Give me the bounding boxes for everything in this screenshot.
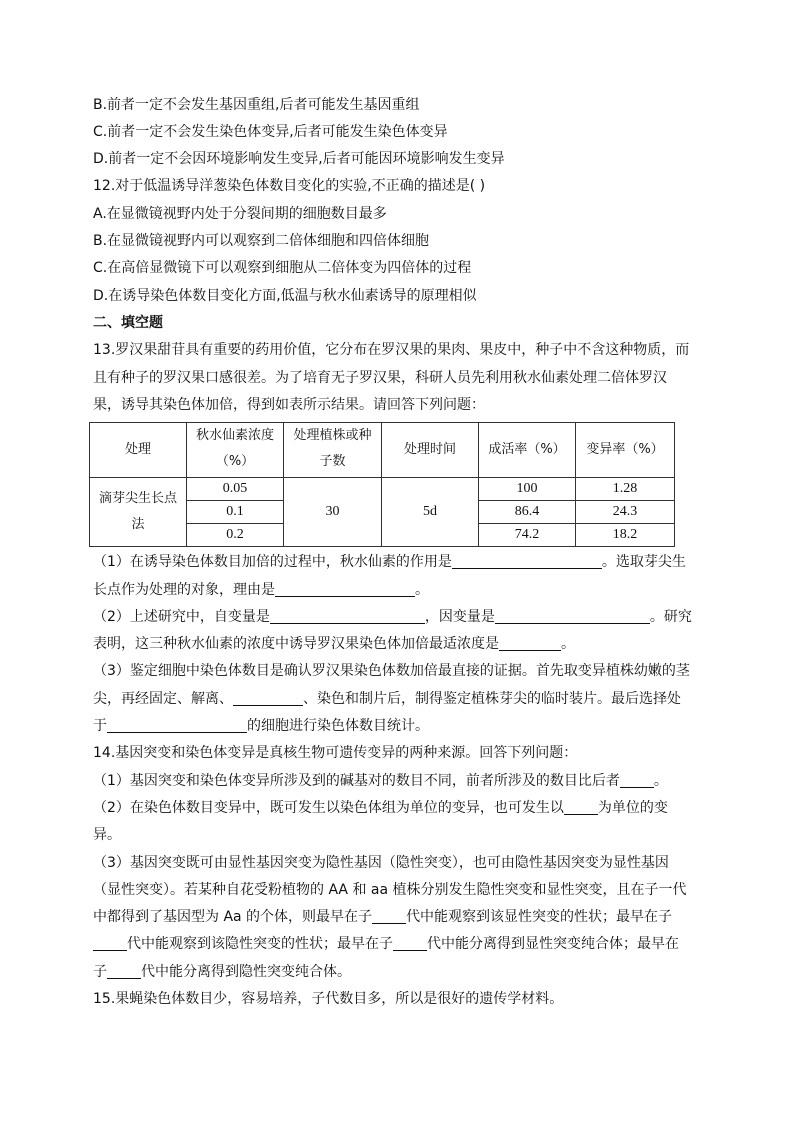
q14-part3-line1: （3）基因突变既可由显性基因突变为隐性基因（隐性突变），也可由隐性基因突变为显性基因 — [93, 855, 669, 871]
question-13-line1: 13.罗汉果甜苷具有重要的药用价值，它分布在罗汉果的果肉、果皮中，种子中不含这种物质，而 — [93, 342, 690, 358]
answer-blank[interactable] — [107, 718, 247, 733]
q13-part1-line2: 长点作为处理的对象，理由是 。 — [93, 582, 429, 598]
answer-blank[interactable] — [393, 936, 427, 951]
q14-part3-line5: 子 代中能分离得到隐性突变纯合体。 — [93, 964, 351, 980]
cell-plants: 30 — [284, 478, 382, 547]
q13-part2-line1: （2）上述研究中，自变量是 ，因变量是 。研究 — [93, 609, 692, 625]
option-c: C.前者一定不会发生染色体变异,后者可能发生染色体变异 — [93, 124, 448, 140]
question-13-line2: 且有种子的罗汉果口感很差。为了培育无子罗汉果，科研人员先利用秋水仙素处理二倍体罗汉 — [93, 370, 667, 386]
header-plant-count: 处理植株或种 子数 — [284, 423, 382, 478]
answer-blank[interactable] — [620, 773, 654, 788]
answer-blank[interactable] — [452, 554, 602, 569]
results-table — [89, 422, 675, 547]
q14-part3-line4: 代中能观察到该隐性突变的性状；最早在子 代中能分离得到显性突变纯合体；最早在 — [93, 934, 679, 954]
q13-part3-line2: 尖，再经固定、解离、 、染色和制片后，制得鉴定植株芽尖的临时装片。最后选择处 — [93, 691, 681, 707]
cell-survival-2: 86.4 — [479, 501, 576, 524]
question-13-line3: 果，诱导其染色体加倍，得到如表所示结果。请回答下列问题： — [93, 397, 485, 413]
cell-survival-1: 100 — [479, 478, 576, 501]
option-d: D.前者一定不会因环境影响发生变异,后者可能因环境影响发生变异 — [93, 151, 505, 167]
answer-blank[interactable] — [564, 800, 598, 815]
q13-part1-line1: （1）在诱导染色体数目加倍的过程中，秋水仙素的作用是 。选取芽尖生 — [93, 554, 686, 570]
q13-part3-line3: 于 的细胞进行染色体数目统计。 — [93, 718, 429, 734]
cell-mutation-2: 24.3 — [576, 501, 675, 524]
answer-blank[interactable] — [372, 909, 406, 924]
cell-method: 滴芽尖生长点 法 — [90, 478, 187, 547]
q12-option-c: C.在高倍显微镜下可以观察到细胞从二倍体变为四倍体的过程 — [93, 260, 472, 276]
header-concentration: 秋水仙素浓度 （%） — [187, 423, 284, 478]
cell-time: 5d — [382, 478, 479, 547]
section-title: 二、填空题 — [93, 315, 163, 331]
answer-blank[interactable] — [107, 964, 141, 979]
answer-blank[interactable] — [275, 582, 415, 597]
cell-survival-3: 74.2 — [479, 524, 576, 547]
answer-blank[interactable] — [270, 609, 425, 624]
header-mutation: 变异率（%） — [576, 423, 675, 478]
header-treatment: 处理 — [90, 423, 187, 478]
option-b: B.前者一定不会发生基因重组,后者可能发生基因重组 — [93, 97, 420, 113]
header-survival: 成活率（%） — [479, 423, 576, 478]
answer-blank[interactable] — [93, 936, 127, 951]
q14-part2-line2: 异。 — [93, 827, 121, 843]
q14-part1: （1）基因突变和染色体变异所涉及到的碱基对的数目不同，前者所涉及的数目比后者 。 — [93, 773, 668, 789]
question-12: 12.对于低温诱导洋葱染色体数目变化的实验,不正确的描述是( ) — [93, 178, 486, 194]
answer-blank[interactable] — [495, 609, 650, 624]
question-14: 14.基因突变和染色体变异是真核生物可遗传变异的两种来源。回答下列问题： — [93, 745, 578, 761]
q13-part3-line1: （3）鉴定细胞中染色体数目是确认罗汉果染色体数加倍最直接的证据。首先取变异植株幼嫩的茎 — [93, 663, 690, 679]
q14-part3-line3: 中都得到了基因型为 Aa 的个体，则最早在子 代中能观察到该显性突变的性状；最早在子 — [93, 909, 673, 925]
q12-option-a: A.在显微镜视野内处于分裂间期的细胞数目最多 — [93, 206, 387, 222]
cell-conc-1: 0.05 — [187, 478, 284, 501]
cell-mutation-3: 18.2 — [576, 524, 675, 547]
cell-conc-2: 0.1 — [187, 501, 284, 524]
cell-conc-3: 0.2 — [187, 524, 284, 547]
answer-blank[interactable] — [233, 691, 303, 706]
question-15: 15.果蝇染色体数目少，容易培养，子代数目多，所以是很好的遗传学材料。 — [93, 991, 564, 1007]
q12-option-b: B.在显微镜视野内可以观察到二倍体细胞和四倍体细胞 — [93, 233, 430, 249]
header-time: 处理时间 — [382, 423, 479, 478]
q14-part3-line2: （显性突变）。若某种自花受粉植物的 AA 和 aa 植株分别发生隐性突变和显性突变，且在子一代 — [93, 882, 687, 898]
cell-mutation-1: 1.28 — [576, 478, 675, 501]
q12-option-d: D.在诱导染色体数目变化方面,低温与秋水仙素诱导的原理相似 — [93, 288, 477, 304]
answer-blank[interactable] — [499, 636, 561, 651]
q13-part2-line2: 表明，这三种秋水仙素的浓度中诱导罗汉果染色体加倍最适浓度是 。 — [93, 636, 575, 652]
q14-part2-line1: （2）在染色体数目变异中，既可发生以染色体组为单位的变异，也可发生以 为单位的变 — [93, 800, 668, 816]
